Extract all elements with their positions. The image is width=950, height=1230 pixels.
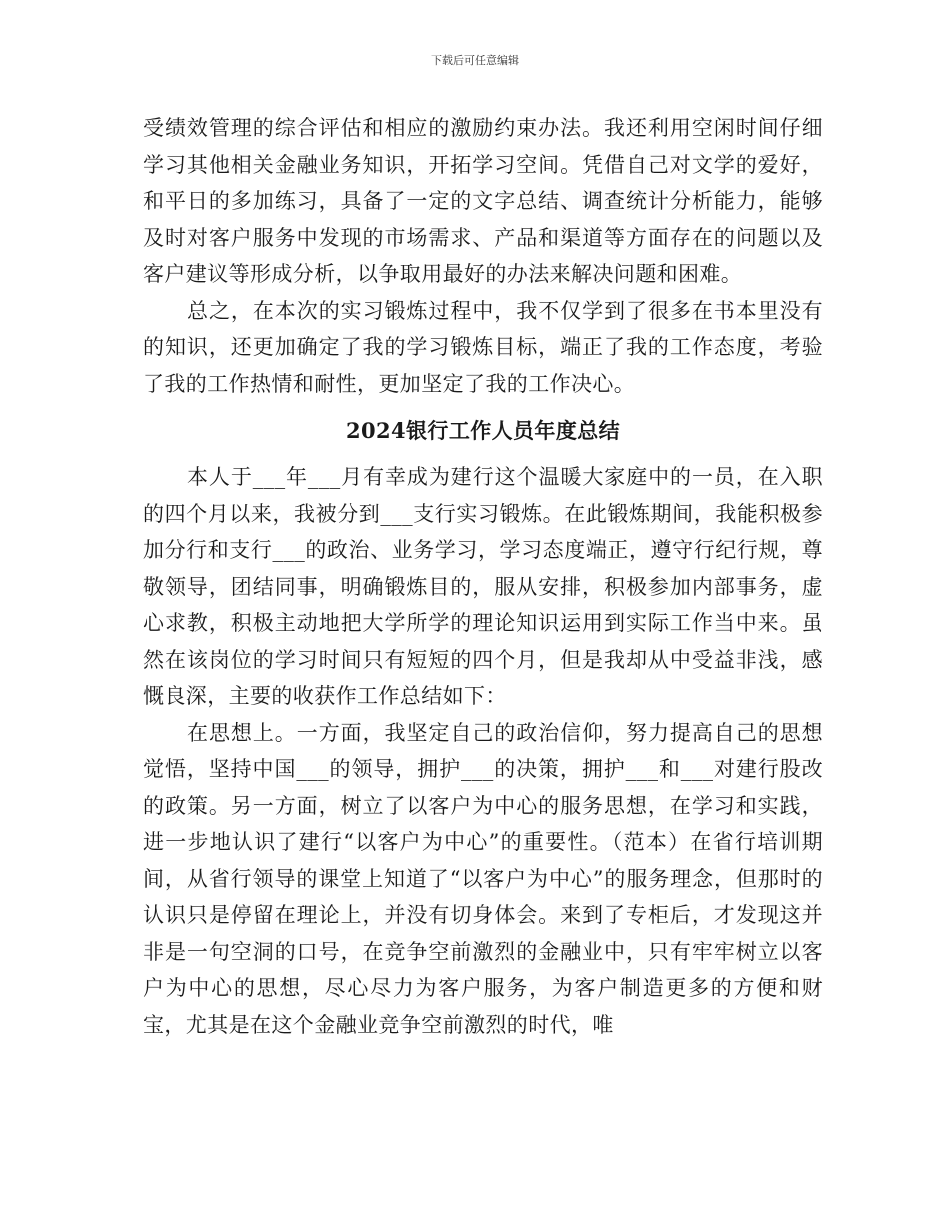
document-body (143, 110, 823, 1043)
paragraph-conclusion: 总之，在本次的实习锻炼过程中，我不仅学到了很多在书本里没有的知识，还更加确定了我的学习锻炼目标，端正了我的工作态度，考验了我的工作热情和耐性，更加坚定了我的工作决心。 (143, 298, 823, 396)
page-header-note: 下载后可任意编辑 (431, 54, 519, 67)
document-title: 2024银行工作人员年度总结 (345, 418, 621, 443)
paragraph-continued: 受绩效管理的综合评估和相应的激励约束办法。我还利用空闲时间仔细学习其他相关金融业务知识，开拓学习空间。凭借自己对文学的爱好，和平日的多加练习，具备了一定的文字总结、调查统计分析能力，能够及时对客户服务中发现的市场需求、产品和渠道等方面存在的问题以及客户建议等形成分析，以争取用最好的办法来解决问题和困难。 (143, 116, 823, 286)
paragraph-ideology: 在思想上。一方面，我坚定自己的政治信仰，努力提高自己的思想觉悟，坚持中国___的领导，拥护___的决策，拥护___和___对建行股改的政策。另一方面，树立了以客户为中心的服务思想，在学习和实践，进一步地认识了建行“以客户为中心”的重要性。（范本）在省行培训期间，从省行领导的课堂上知道了“以客户为中心”的服务理念，但那时的认识只是停留在理论上，并没有切身体会。来到了专柜后，才发现这并非是一句空洞的口号，在竞争空前激烈的金融业中，只有牢牢树立以客户为中心的思想，尽心尽力为客户服务，为客户制造更多的方便和财宝，尤其是在这个金融业竞争空前激烈的时代，唯 (143, 720, 823, 1037)
paragraph-introduction: 本人于___年___月有幸成为建行这个温暖大家庭中的一员，在入职的四个月以来，我被分到___支行实习锻炼。在此锻炼期间，我能积极参加分行和支行___的政治、业务学习，学习态度端正，遵守行纪行规，尊敬领导，团结同事，明确锻炼目的，服从安排，积极参加内部事务，虚心求教，积极主动地把大学所学的理论知识运用到实际工作当中来。虽然在该岗位的学习时间只有短短的四个月，但是我却从中受益非浅，感慨良深，主要的收获作工作总结如下： (143, 465, 823, 708)
